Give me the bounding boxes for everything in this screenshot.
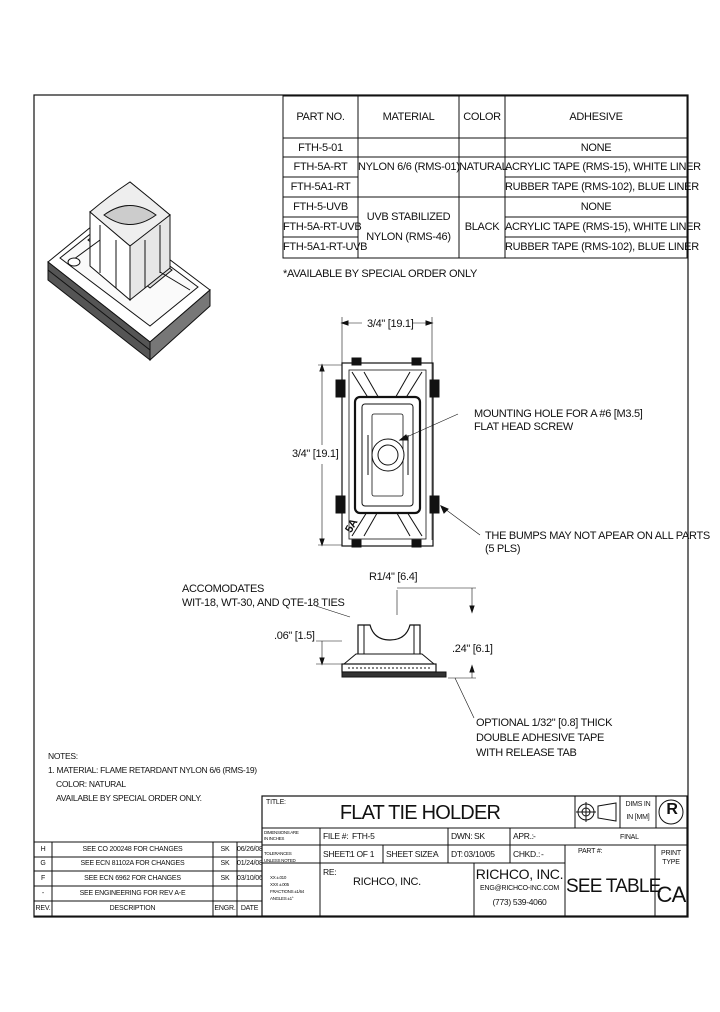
drawing-title: FLAT TIE HOLDER: [339, 802, 501, 824]
callout-mounting-hole: MOUNTING HOLE FOR A #6 [M3.5]: [474, 408, 643, 420]
color-cell: BLACK: [464, 221, 500, 233]
chkd-value: -: [541, 849, 544, 859]
part-value: SEE TABLE: [566, 876, 661, 897]
rev-engineer: SK: [220, 846, 230, 853]
rev-description: SEE CO 200248 FOR CHANGES: [82, 846, 183, 853]
top-view: [318, 317, 480, 547]
rev-letter: -: [41, 890, 45, 897]
part-label: PART #:: [578, 848, 603, 855]
sheet-label: SHEET:: [323, 849, 351, 859]
part-no-cell: FTH-5A1-RT-UVB: [283, 241, 368, 253]
company-logo: R: [666, 801, 678, 818]
company-email: ENG@RICHCO-INC.COM: [480, 885, 559, 892]
tolerance-note: IN INCHES: [264, 836, 285, 841]
rev-header: REV.: [35, 905, 51, 912]
part-no-cell: FTH-5A1-RT: [290, 181, 351, 193]
rev-date: 03/10/06: [237, 875, 263, 882]
file-value: FTH-5: [352, 831, 375, 841]
note-line: AVAILABLE BY SPECIAL ORDER ONLY.: [56, 793, 202, 803]
rev-description: SEE ECN 6962 FOR CHANGES: [84, 875, 181, 882]
rev-letter: G: [40, 860, 46, 867]
adhesive-cell: NONE: [580, 142, 612, 154]
callout-tape: OPTIONAL 1/32" [0.8] THICK: [476, 717, 613, 729]
adhesive-cell: RUBBER TAPE (RMS-102), BLUE LINER: [505, 181, 699, 193]
rev-engineer: SK: [220, 875, 230, 882]
tolerance-note: UNLESS NOTED: [264, 858, 296, 863]
callout-tape-2: DOUBLE ADHESIVE TAPE: [476, 732, 605, 744]
dt-label: DT:: [451, 849, 463, 859]
rev-header: DATE: [240, 905, 259, 912]
rev-letter: H: [40, 846, 46, 853]
apr-label: APR.:: [513, 831, 534, 841]
dim-height: 3/4" [19.1]: [292, 448, 339, 460]
sheet-value: 1 OF 1: [350, 849, 375, 859]
rev-date: 01/24/08: [237, 860, 263, 867]
tolerance-note: FRACTIONS ±1/64: [270, 889, 304, 894]
part-no-cell: FTH-5A-RT-UVB: [283, 221, 362, 233]
callout-bumps: THE BUMPS MAY NOT APEAR ON ALL PARTS: [485, 530, 710, 542]
callout-accommodates-2: WIT-18, WT-30, AND QTE-18 TIES: [182, 597, 345, 609]
print-type-label: PRINT: [660, 850, 681, 857]
dwn-value: SK: [474, 831, 485, 841]
tolerance-note: TOLERANCES: [264, 851, 292, 856]
rev-header: DESCRIPTION: [109, 905, 156, 912]
adhesive-cell: NONE: [580, 201, 612, 213]
print-type-value: CA: [656, 882, 686, 907]
callout-tape-3: WITH RELEASE TAB: [476, 747, 577, 759]
bottom-mark: 5A: [343, 517, 361, 535]
tolerance-note: ANGLES ±1°: [270, 896, 294, 901]
tolerance-note: XX ±.010: [270, 875, 287, 880]
note-line: COLOR: NATURAL: [56, 779, 126, 789]
part-no-cell: FTH-5-01: [298, 142, 343, 154]
dims-in-label: DIMS IN: [625, 801, 651, 808]
parts-footnote: *AVAILABLE BY SPECIAL ORDER ONLY: [283, 268, 477, 280]
apr-value: -: [533, 831, 536, 841]
material-cell: NYLON 6/6 (RMS-01): [358, 161, 460, 173]
note-line: 1. MATERIAL: FLAME RETARDANT NYLON 6/6 (RMS-19): [48, 765, 257, 775]
file-label: FILE #:: [323, 831, 349, 841]
rev-letter: F: [40, 875, 46, 882]
dim-radius: R1/4" [6.4]: [369, 571, 418, 583]
tolerance-note: DIMENSIONS ARE: [264, 830, 299, 835]
sheet-size-value: A: [433, 849, 439, 859]
part-no-cell: FTH-5-UVB: [293, 201, 348, 213]
color-cell: NATURAL: [459, 161, 508, 173]
dim-width: 3/4" [19.1]: [367, 318, 414, 330]
header-part-no: PART NO.: [296, 111, 345, 123]
material-cell: NYLON (RMS-46): [366, 231, 451, 243]
rev-engineer: SK: [220, 860, 230, 867]
print-type-label-2: TYPE: [662, 859, 680, 866]
material-cell: UVB STABILIZED: [366, 211, 451, 223]
callout-bumps-2: (5 PLS): [485, 543, 521, 555]
final-stamp: FINAL: [620, 834, 639, 841]
chkd-label: CHKD.:: [513, 849, 541, 859]
notes-heading: NOTES:: [48, 751, 78, 761]
rev-description: SEE ECN 81102A FOR CHANGES: [80, 860, 185, 867]
dt-value: 03/10/05: [464, 849, 495, 859]
sheet-size-label: SHEET SIZE:: [386, 849, 435, 859]
callout-accommodates: ACCOMODATES: [182, 583, 265, 595]
callout-mounting-hole-2: FLAT HEAD SCREW: [474, 421, 573, 433]
header-adhesive: ADHESIVE: [569, 111, 623, 123]
title-label: TITLE:: [266, 799, 286, 806]
dwn-label: DWN:: [451, 831, 473, 841]
rev-header: ENGR.: [214, 905, 236, 912]
header-color: COLOR: [463, 111, 501, 123]
isometric-view: [48, 182, 210, 360]
adhesive-cell: ACRYLIC TAPE (RMS-15), WHITE LINER: [505, 221, 701, 233]
company-name: RICHCO, INC.: [475, 866, 564, 882]
adhesive-cell: RUBBER TAPE (RMS-102), BLUE LINER: [505, 241, 699, 253]
company-phone: (773) 539-4060: [492, 897, 547, 907]
header-material: MATERIAL: [382, 111, 435, 123]
dims-unit: IN [MM]: [626, 814, 650, 821]
rev-date: 06/26/08: [237, 846, 263, 853]
part-no-cell: FTH-5A-RT: [293, 161, 348, 173]
dim-overall-height: .24" [6.1]: [452, 643, 493, 655]
adhesive-cell: ACRYLIC TAPE (RMS-15), WHITE LINER: [505, 161, 701, 173]
re-label: RE:: [323, 867, 337, 877]
dim-base: .06" [1.5]: [274, 630, 315, 642]
tolerance-note: XXX ±.005: [270, 882, 289, 887]
re-value: RICHCO, INC.: [353, 876, 421, 888]
rev-description: SEE ENGINEERING FOR REV A-E: [79, 890, 186, 897]
